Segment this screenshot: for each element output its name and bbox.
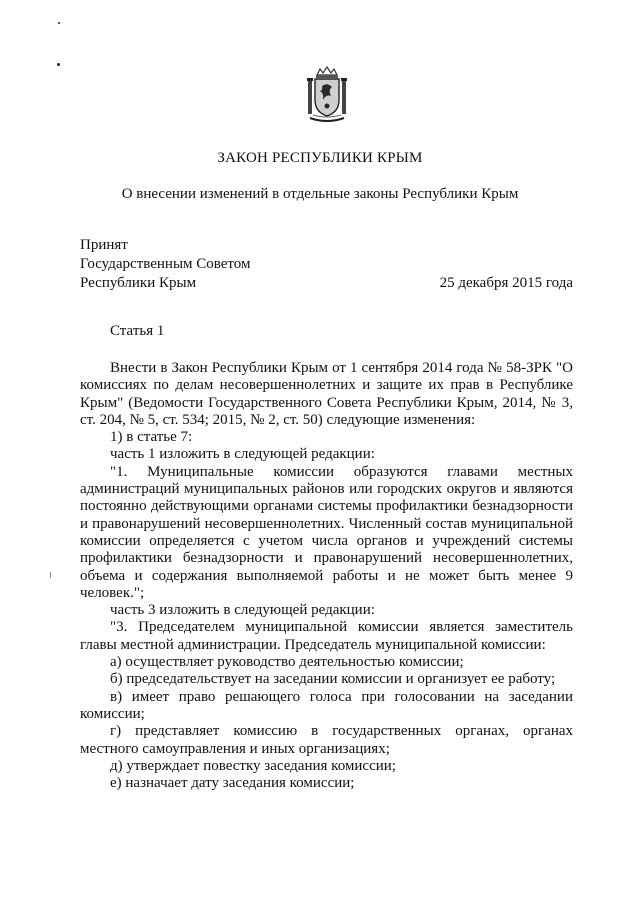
paragraph: "1. Муниципальные комиссии образуются главами местных администраций муниципальных районов или городских округов и являются постоянно действующими органами системы профилактики безнадзорности и правонарушений несовершеннолетних. Численный состав муниципальной комиссии определяется с учетом числа органов и учреждений системы профилактики безнадзорности и правонарушений несовершеннолетних, объема и содержания выполняемой работы и не может быть менее 9 человек."; [80,463,573,601]
list-item: в) имеет право решающего голоса при голосовании на заседании комиссии; [80,688,573,722]
scan-speck [50,572,51,578]
paragraph: 1) в статье 7: [110,429,193,446]
law-subtitle: О внесении изменений в отдельные законы Республики Крым [121,186,519,202]
adoption-line: Республики Крым [80,275,197,291]
article-heading: Статья 1 [110,323,165,339]
list-item: е) назначает дату заседания комиссии; [110,775,355,792]
paragraph: Внести в Закон Республики Крым от 1 сентября 2014 года № 58-ЗРК "О комиссиях по делам несовершеннолетних и защите их прав в Республике Крым" (Ведомости Государственного Совета Республики Крым, 2014, № 3, ст. 204, № 5, ст. 534; 2015, № 2, ст. 50) следующие изменения: [80,360,573,428]
adoption-date: 25 декабря 2015 года [439,275,573,291]
paragraph: часть 1 изложить в следующей редакции: [110,446,375,463]
paragraph: часть 3 изложить в следующей редакции: [110,602,375,619]
adoption-block [80,236,251,293]
article-body [80,360,573,792]
crimea-coat-of-arms-icon [304,66,350,122]
adoption-line: Государственным Советом [80,256,251,272]
list-item: а) осуществляет руководство деятельностью комиссии; [110,654,464,671]
list-item: д) утверждает повестку заседания комиссии; [110,757,396,774]
list-item: б) председательствует на заседании комиссии и организует ее работу; [110,671,556,688]
law-title: ЗАКОН РЕСПУБЛИКИ КРЫМ [217,150,423,166]
adoption-line: Принят [80,237,128,253]
scan-speck [57,63,60,66]
list-item: г) представляет комиссию в государственных органах, органах местного самоуправления и иных организациях; [80,723,573,757]
paragraph: "3. Председателем муниципальной комиссии является заместитель главы местной администрации. Председатель муниципальной комиссии: [80,619,573,653]
scan-speck [58,22,60,24]
